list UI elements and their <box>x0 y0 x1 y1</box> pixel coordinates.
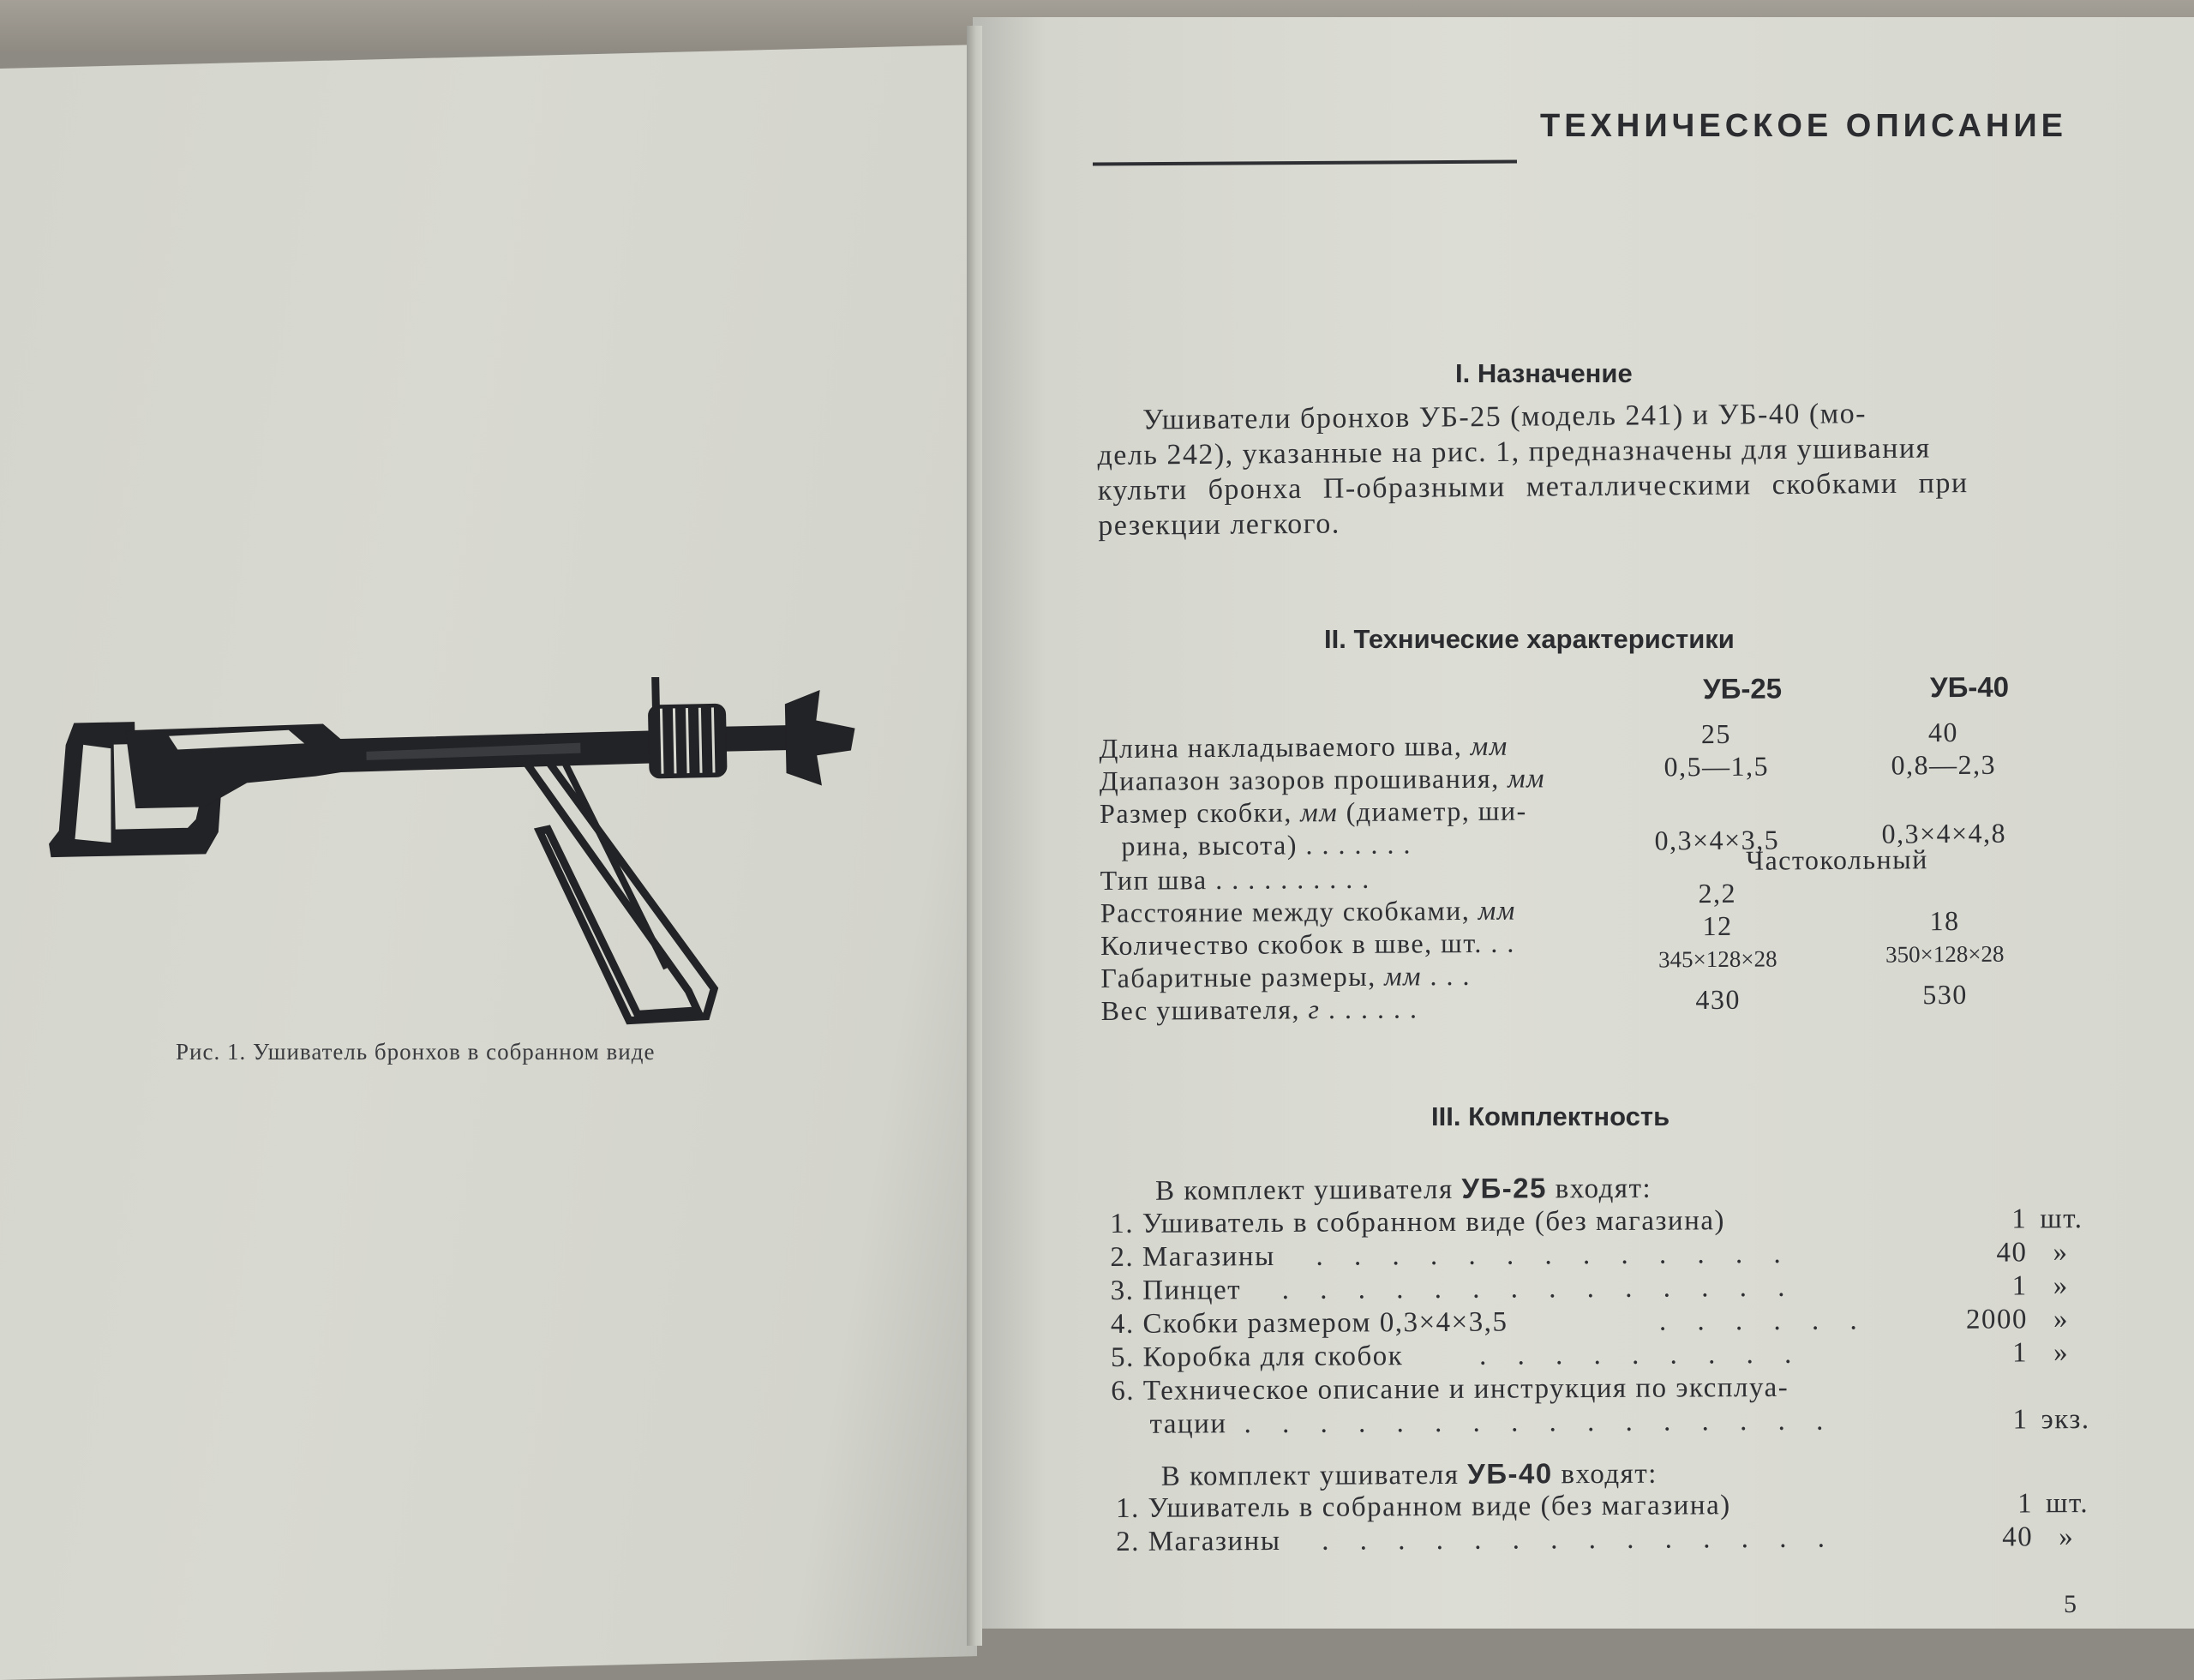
spec-value-ub40: 18 <box>1929 904 1960 937</box>
spec-value-ub25: 12 <box>1702 909 1733 942</box>
kit-intro-text: В комплект ушивателя <box>1155 1173 1454 1207</box>
kit-model: УБ-40 <box>1467 1457 1553 1490</box>
kit-intro-text: В комплект ушивателя <box>1160 1459 1460 1492</box>
paragraph-line: культи бронха П-образными металлическими скобками при <box>1097 467 1969 507</box>
kit-item-leader: . . . . . . . . . <box>1479 1338 1804 1371</box>
kit-item-qty: 2000 <box>1965 1304 2028 1335</box>
spec-label: Размер скобки, <box>1099 796 1292 829</box>
spec-value-ub25: 0,3×4×3,5 <box>1654 824 1780 856</box>
spec-value-ub25: 345×128×28 <box>1657 945 1777 973</box>
page-header: ТЕХНИЧЕСКОЕ ОПИСАНИЕ <box>1540 108 2068 144</box>
spec-unit: г <box>1308 993 1321 1025</box>
kit-item-qty: 40 <box>2002 1521 2034 1553</box>
specs-table <box>1099 670 2093 1026</box>
spec-label-tail: (диаметр, ши- <box>1346 795 1527 827</box>
spec-unit: мм <box>1470 729 1508 761</box>
header-rule <box>1093 159 1517 165</box>
kit-model: УБ-25 <box>1461 1172 1548 1204</box>
kit-item-qty: 1 <box>2017 1488 2034 1520</box>
kit2-intro <box>1161 1457 1657 1493</box>
kit-item-unit: » <box>2053 1304 2069 1335</box>
kit-item-qty: 1 <box>2012 1337 2029 1369</box>
kit-intro-text: входят: <box>1555 1173 1652 1205</box>
spec-label: Количество скобок в шве, шт. . . <box>1100 927 1515 961</box>
kit-item-text: 2. Магазины <box>1110 1240 1275 1273</box>
spec-label: Диапазон зазоров прошивания, <box>1099 762 1500 796</box>
spec-unit: мм <box>1508 762 1546 794</box>
paragraph-line: Ушиватели бронхов УБ-25 (модель 241) и УБ-40 (мо- <box>1142 398 1867 436</box>
spec-label: Габаритные размеры, <box>1100 960 1376 993</box>
kit-item-unit: » <box>2053 1237 2069 1269</box>
spec-value-ub25: 0,5—1,5 <box>1663 750 1770 783</box>
kit-item-text: 3. Пинцет <box>1110 1275 1242 1306</box>
page-number: 5 <box>2064 1590 2077 1618</box>
spec-value-both: 2,2 <box>1698 877 1737 909</box>
spec-label: Тип шва . . . . . . . . . . <box>1100 862 1370 896</box>
kit-item-leader: . . . . . . . . . . . . . . <box>1322 1522 1837 1557</box>
kit-item-text: 1. Ушиватель в собранном виде (без магазина) <box>1115 1490 1731 1524</box>
spec-value-both: Частокольный <box>1746 843 1928 876</box>
spec-label-tail: . . . <box>1430 959 1472 992</box>
purpose-paragraph <box>1097 394 2049 543</box>
spec-value-ub40: 0,3×4×4,8 <box>1881 817 2007 849</box>
section-title-specs: II. Технические характеристики <box>1324 624 1735 654</box>
kit-item-unit: » <box>2053 1337 2070 1369</box>
spec-label: рина, высота) . . . . . . . <box>1121 828 1412 861</box>
kit-item-unit: шт. <box>2040 1203 2083 1235</box>
kit-item-qty: 1 <box>2011 1270 2028 1302</box>
section-title-purpose: I. Назначение <box>1455 358 1633 388</box>
kit-item-text: 2. Магазины <box>1116 1525 1281 1557</box>
kit-item-leader: . . . . . . . . . . . . . . <box>1281 1271 1797 1305</box>
spec-label: Расстояние между скобками, <box>1100 894 1471 928</box>
kit-item-qty: 1 <box>2011 1203 2028 1235</box>
column-header-ub40: УБ-40 <box>1929 670 2010 704</box>
spec-unit: мм <box>1300 796 1339 828</box>
kit-item-text: 1. Ушиватель в собранном виде (без магазина) <box>1110 1205 1726 1239</box>
spec-unit: мм <box>1478 894 1516 926</box>
spec-value-ub40: 0,8—2,3 <box>1891 748 1997 781</box>
kit-item <box>1116 1521 2084 1561</box>
kit-item-text: 4. Скобки размером 0,3×4×3,5 <box>1110 1306 1508 1340</box>
kit-item-unit: экз. <box>2041 1404 2090 1436</box>
spec-label: Длина накладываемого шва, <box>1099 730 1463 764</box>
kit-item-leader: . . . . . . . . . . . . . . . . <box>1244 1405 1836 1440</box>
kit-intro-text: входят: <box>1561 1458 1657 1491</box>
paragraph-line: резекции легкого. <box>1098 507 1340 542</box>
spec-label: Вес ушивателя, <box>1100 993 1301 1026</box>
spec-unit: мм <box>1383 960 1423 992</box>
column-header-ub25: УБ-25 <box>1702 672 1783 705</box>
kit-list <box>1110 1169 2090 1557</box>
kit-item-text: 5. Коробка для скобок <box>1111 1341 1404 1373</box>
section-title-kit: III. Комплектность <box>1431 1101 1670 1131</box>
figure-caption: Рис. 1. Ушиватель бронхов в собранном виде <box>176 1039 656 1065</box>
spec-row-weight <box>1100 978 2095 1028</box>
paragraph-line: дель 242), указанные на рис. 1, предназначены для ушивания <box>1097 432 1931 471</box>
spec-value-ub25: 430 <box>1695 983 1741 1016</box>
kit-item-unit: шт. <box>2045 1488 2089 1520</box>
kit-item-unit: » <box>2053 1270 2069 1302</box>
spec-value-ub40: 530 <box>1922 978 1968 1011</box>
kit-item-leader: . . . . . . <box>1658 1305 1869 1337</box>
kit-item-qty: 1 <box>2012 1404 2029 1436</box>
kit-item-unit: » <box>2059 1521 2075 1553</box>
kit-item-text: 6. Техническое описание и инструкция по эксплуа- <box>1111 1371 1789 1407</box>
kit-item-text: тации <box>1149 1408 1227 1440</box>
kit1-intro <box>1155 1172 1651 1208</box>
kit-item-qty: 40 <box>1996 1237 2028 1269</box>
kit-item-leader: . . . . . . . . . . . . . <box>1316 1238 1793 1272</box>
kit-item <box>1111 1404 2090 1443</box>
spec-value-ub40: 40 <box>1927 717 1959 748</box>
spec-value-ub25: 25 <box>1700 717 1732 750</box>
spec-value-ub40: 350×128×28 <box>1885 940 2005 968</box>
spec-label-tail: . . . . . . <box>1328 993 1418 1025</box>
